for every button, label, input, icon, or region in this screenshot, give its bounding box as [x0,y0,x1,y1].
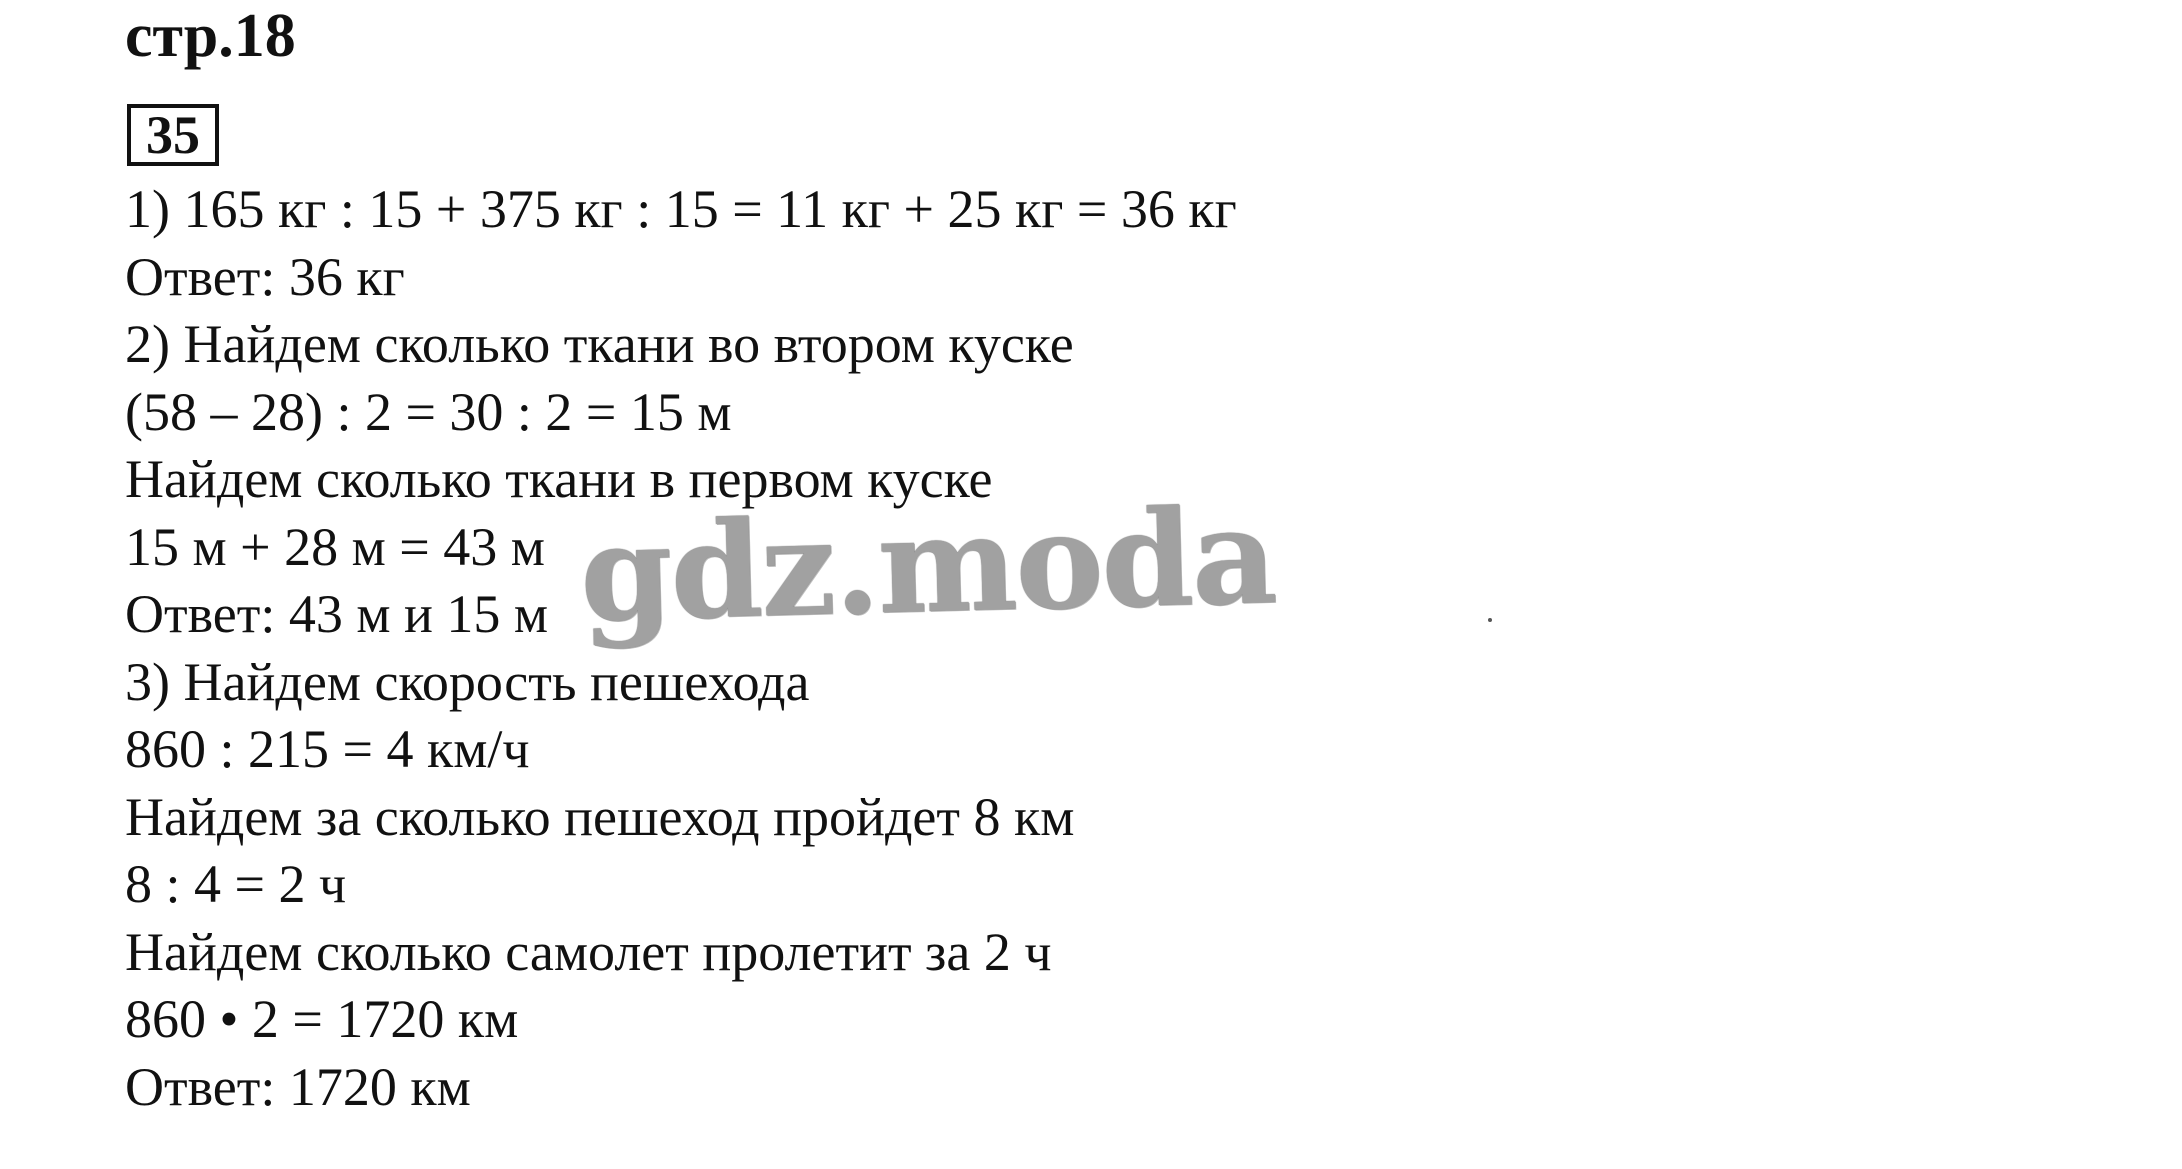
solution-line: 1) 165 кг : 15 + 375 кг : 15 = 11 кг + 25 кг = 36 кг [125,179,1237,239]
solution-line: Найдем сколько самолет пролетит за 2 ч [125,921,1052,982]
solution-line: 3) Найдем скорость пешехода [125,651,810,712]
solution-line: (58 – 28) : 2 = 30 : 2 = 15 м [125,381,732,442]
solution-line: Ответ: 36 кг [125,246,405,307]
solution-line: 8 : 4 = 2 ч [125,854,347,914]
solution-line: Найдем сколько ткани в первом куске [125,449,993,509]
page-title: стр.18 [125,2,296,70]
watermark-logo: gdz.moda [578,478,1277,653]
solution-line: Ответ: 1720 км [125,1056,471,1117]
solution-line: Найдем за сколько пешеход пройдет 8 км [125,786,1075,847]
solution-line: 15 м + 28 м = 43 м [125,516,545,577]
task-number: 35 [146,105,200,165]
solution-line: 2) Найдем сколько ткани во втором куске [125,314,1074,374]
task-number-box [127,104,219,166]
solution-line: Ответ: 43 м и 15 м [125,584,549,644]
solution-line: 860 : 215 = 4 км/ч [125,719,530,779]
scan-speck [1488,618,1492,622]
solution-line: 860 • 2 = 1720 км [125,989,519,1049]
